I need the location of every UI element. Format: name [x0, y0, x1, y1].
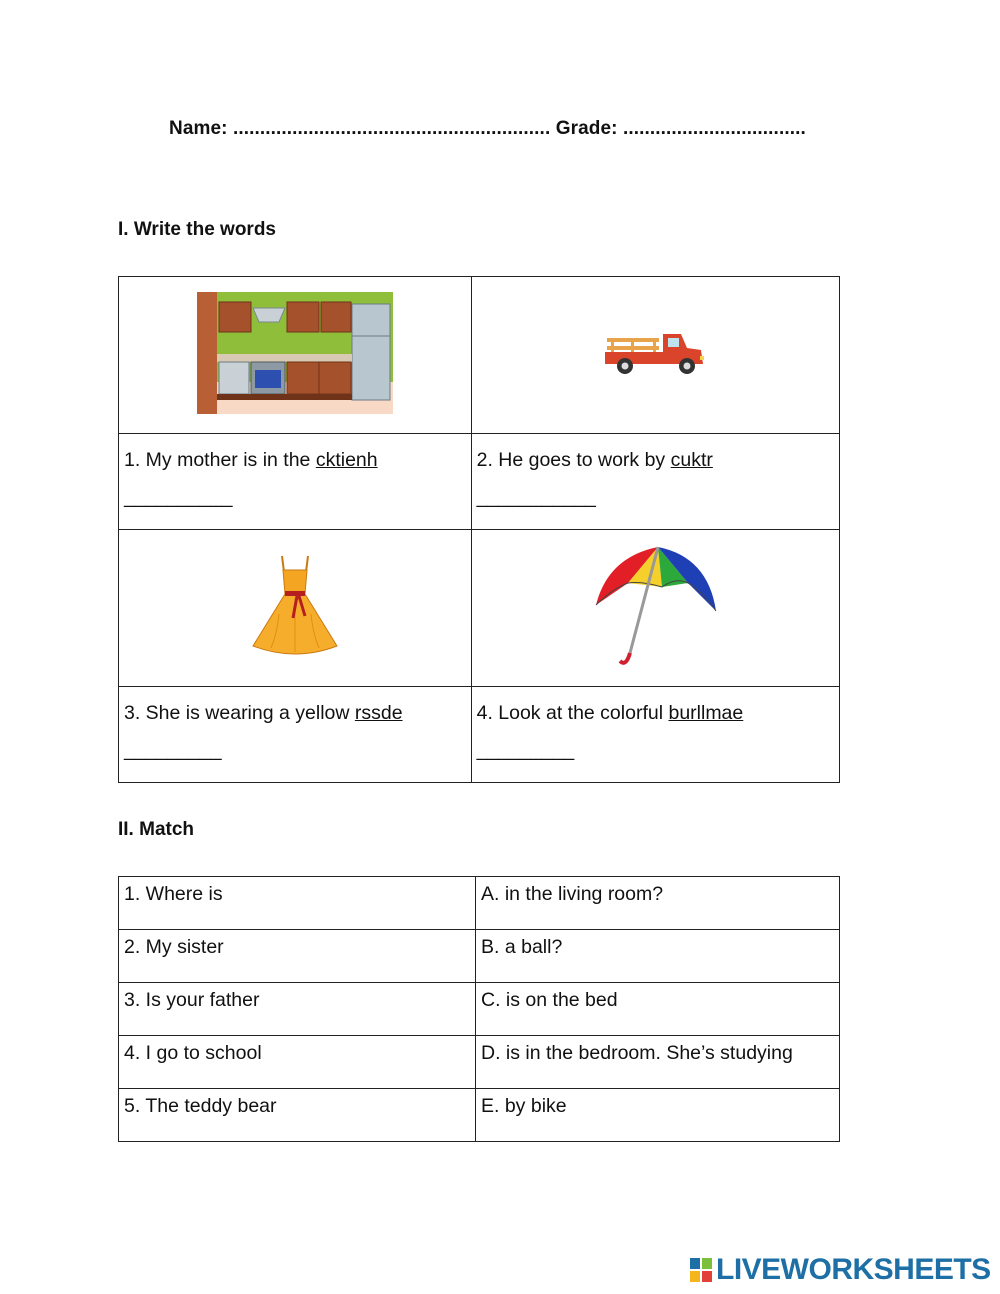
match-right[interactable]: C. is on the bed [476, 983, 840, 1036]
question-cell [119, 687, 472, 783]
question-text: 4. Look at the colorful [476, 702, 669, 724]
section2-title: II. Match [118, 819, 195, 840]
question-cell [119, 434, 472, 530]
name-field[interactable]: ........................................................... [232, 118, 551, 139]
picture-cell [119, 277, 472, 434]
picture-cell [471, 530, 839, 687]
scrambled-word: burllmae [668, 702, 744, 724]
question-cell [471, 687, 839, 783]
match-table [118, 876, 840, 1142]
match-right[interactable]: D. is in the bedroom. She’s studying [476, 1036, 840, 1089]
match-left[interactable]: 2. My sister [119, 930, 476, 983]
picture-cell [471, 277, 839, 434]
liveworksheets-logo[interactable] [690, 1253, 991, 1287]
question-text: 1. My mother is in the [124, 449, 316, 471]
match-right[interactable]: A. in the living room? [476, 877, 840, 930]
answer-blank[interactable]: _________ [476, 739, 575, 761]
name-grade-line [169, 118, 806, 140]
scrambled-word: cuktr [670, 449, 713, 471]
scrambled-word: rssde [354, 702, 403, 724]
table-row [119, 1089, 840, 1142]
match-left[interactable]: 5. The teddy bear [119, 1089, 476, 1142]
dress-image [249, 554, 341, 658]
table-row [119, 1036, 840, 1089]
grade-field[interactable]: .................................. [622, 118, 806, 139]
table-row [119, 983, 840, 1036]
answer-blank[interactable]: ___________ [476, 486, 596, 508]
answer-blank[interactable]: _________ [124, 739, 222, 761]
truck-image [605, 330, 705, 376]
match-left[interactable]: 4. I go to school [119, 1036, 476, 1089]
grade-label: Grade: [555, 118, 618, 139]
answer-blank[interactable]: __________ [124, 486, 233, 508]
match-left[interactable]: 3. Is your father [119, 983, 476, 1036]
write-words-table [118, 276, 840, 783]
match-right[interactable]: E. by bike [476, 1089, 840, 1142]
logo-blocks-icon [690, 1258, 712, 1282]
table-row [119, 877, 840, 930]
scrambled-word: cktienh [315, 449, 378, 471]
logo-text: LIVEWORKSHEETS [716, 1253, 991, 1286]
match-right[interactable]: B. a ball? [476, 930, 840, 983]
table-row [119, 930, 840, 983]
umbrella-image [592, 543, 718, 669]
question-cell [471, 434, 839, 530]
name-label: Name: [169, 118, 228, 139]
kitchen-image [197, 292, 393, 414]
section1-title: I. Write the words [118, 219, 277, 240]
match-left[interactable]: 1. Where is [119, 877, 476, 930]
picture-cell [119, 530, 472, 687]
question-text: 3. She is wearing a yellow [124, 702, 355, 724]
question-text: 2. He goes to work by [476, 449, 671, 471]
